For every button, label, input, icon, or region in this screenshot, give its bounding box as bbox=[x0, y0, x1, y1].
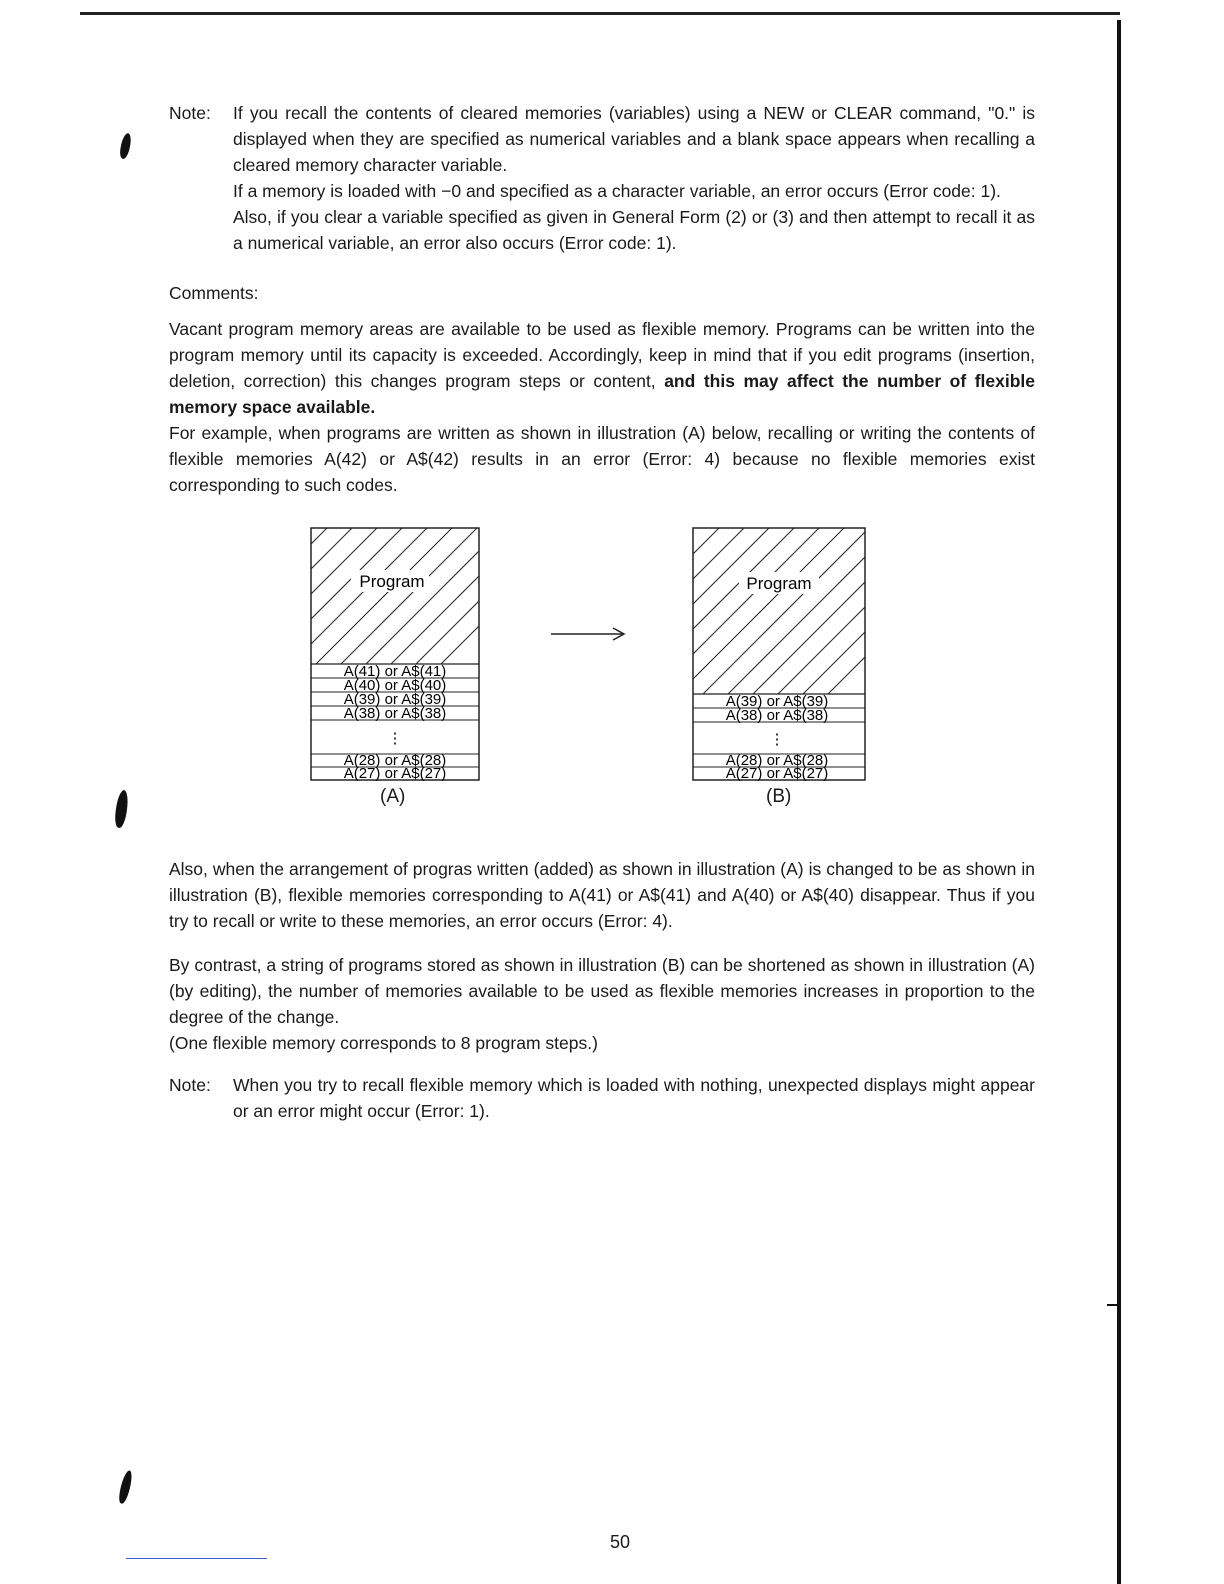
memory-cell: A(28) or A$(28) bbox=[343, 752, 447, 769]
right-margin-tick bbox=[1107, 1304, 1119, 1306]
arrow-icon bbox=[551, 626, 627, 642]
punch-hole-mark bbox=[117, 1469, 134, 1504]
note-body bbox=[233, 100, 1035, 256]
diagram-a-drawing bbox=[309, 526, 481, 782]
punch-hole-mark bbox=[118, 132, 132, 159]
comments-heading: Comments: bbox=[169, 283, 259, 303]
top-rule bbox=[80, 12, 1120, 15]
page-number: 50 bbox=[609, 1532, 631, 1552]
right-binding-rule bbox=[1117, 20, 1121, 1584]
memory-illustration bbox=[169, 526, 1035, 856]
body-paragraph: By contrast, a string of programs stored as shown in illustration (B) can be shortened as shown in illustration (A) (by editing), the number of memories available to be used as flexible memories increases in proportion to the degree of the change. bbox=[169, 955, 1035, 1027]
page-content bbox=[169, 100, 1035, 1124]
note-body: When you try to recall flexible memory which is loaded with nothing, unexpected displays might appear or an error might occur (Error: 1). bbox=[233, 1075, 1035, 1121]
memory-cell: A(40) or A$(40) bbox=[343, 677, 447, 694]
caption-a: (A) bbox=[380, 786, 406, 807]
comments-text: Vacant program memory areas are available to be used as flexible memory. Programs can be written into the program memory until its capacity is exceeded. Accordingly, keep in mind that if you edit programs (insertion, deletion, correction) this changes program steps or content, bbox=[169, 319, 1035, 391]
note-label: Note: bbox=[169, 1075, 211, 1095]
comments-paragraph bbox=[169, 316, 1035, 420]
note-label: Note: bbox=[169, 103, 211, 123]
program-label: Program bbox=[359, 572, 425, 591]
note-paragraph: If you recall the contents of cleared memories (variables) using a NEW or CLEAR command, "0." is displayed when they are specified as numerical variables and a blank space appears when recalling a cleared memory character variable. bbox=[233, 103, 1035, 175]
memory-cell: A(28) or A$(28) bbox=[725, 752, 829, 769]
note-paragraph: If a memory is loaded with −0 and specified as a character variable, an error occurs (Error code: 1). bbox=[233, 181, 1001, 201]
note-paragraph: Also, if you clear a variable specified as given in General Form (2) or (3) and then attempt to recall it as a numerical variable, an error also occurs (Error code: 1). bbox=[233, 207, 1035, 253]
ellipsis: ⋮ bbox=[769, 731, 785, 748]
note-block bbox=[169, 100, 1035, 256]
caption-b: (B) bbox=[766, 786, 792, 807]
diagram-a bbox=[309, 526, 481, 782]
memory-cell: A(39) or A$(39) bbox=[725, 693, 829, 710]
memory-cell: A(38) or A$(38) bbox=[343, 705, 447, 722]
memory-cell: A(41) or A$(41) bbox=[343, 663, 447, 680]
memory-cell: A(38) or A$(38) bbox=[725, 707, 829, 724]
comments-paragraph: For example, when programs are written as shown in illustration (A) below, recalling or writing the contents of flexible memories A(42) or A$(42) results in an error (Error: 4) because no flexible memories exist corresponding to such codes. bbox=[169, 423, 1035, 495]
program-hatching bbox=[551, 526, 996, 696]
note-block bbox=[169, 1072, 1035, 1124]
diagram-b bbox=[691, 526, 867, 782]
program-label: Program bbox=[746, 574, 812, 593]
body-paragraph: Also, when the arrangement of progras written (added) as shown in illustration (A) is changed to be as shown in illustration (B), flexible memories corresponding to A(41) or A$(41) and A(40) or A$(40) disappear. Thus if you try to recall or write to these memories, an error occurs (Error: 4). bbox=[169, 859, 1035, 931]
program-hatching bbox=[189, 526, 579, 666]
memory-cell: A(39) or A$(39) bbox=[343, 691, 447, 708]
punch-hole-mark bbox=[113, 789, 129, 828]
memory-cell: A(27) or A$(27) bbox=[343, 765, 447, 782]
memory-cell: A(27) or A$(27) bbox=[725, 765, 829, 782]
ellipsis: ⋮ bbox=[387, 730, 403, 747]
body-paragraph: (One flexible memory corresponds to 8 program steps.) bbox=[169, 1033, 598, 1053]
bottom-link-underline bbox=[126, 1558, 267, 1559]
diagram-b-drawing bbox=[691, 526, 867, 782]
comments-emphasis: and this may affect the number of flexible memory space available. bbox=[169, 371, 1035, 417]
